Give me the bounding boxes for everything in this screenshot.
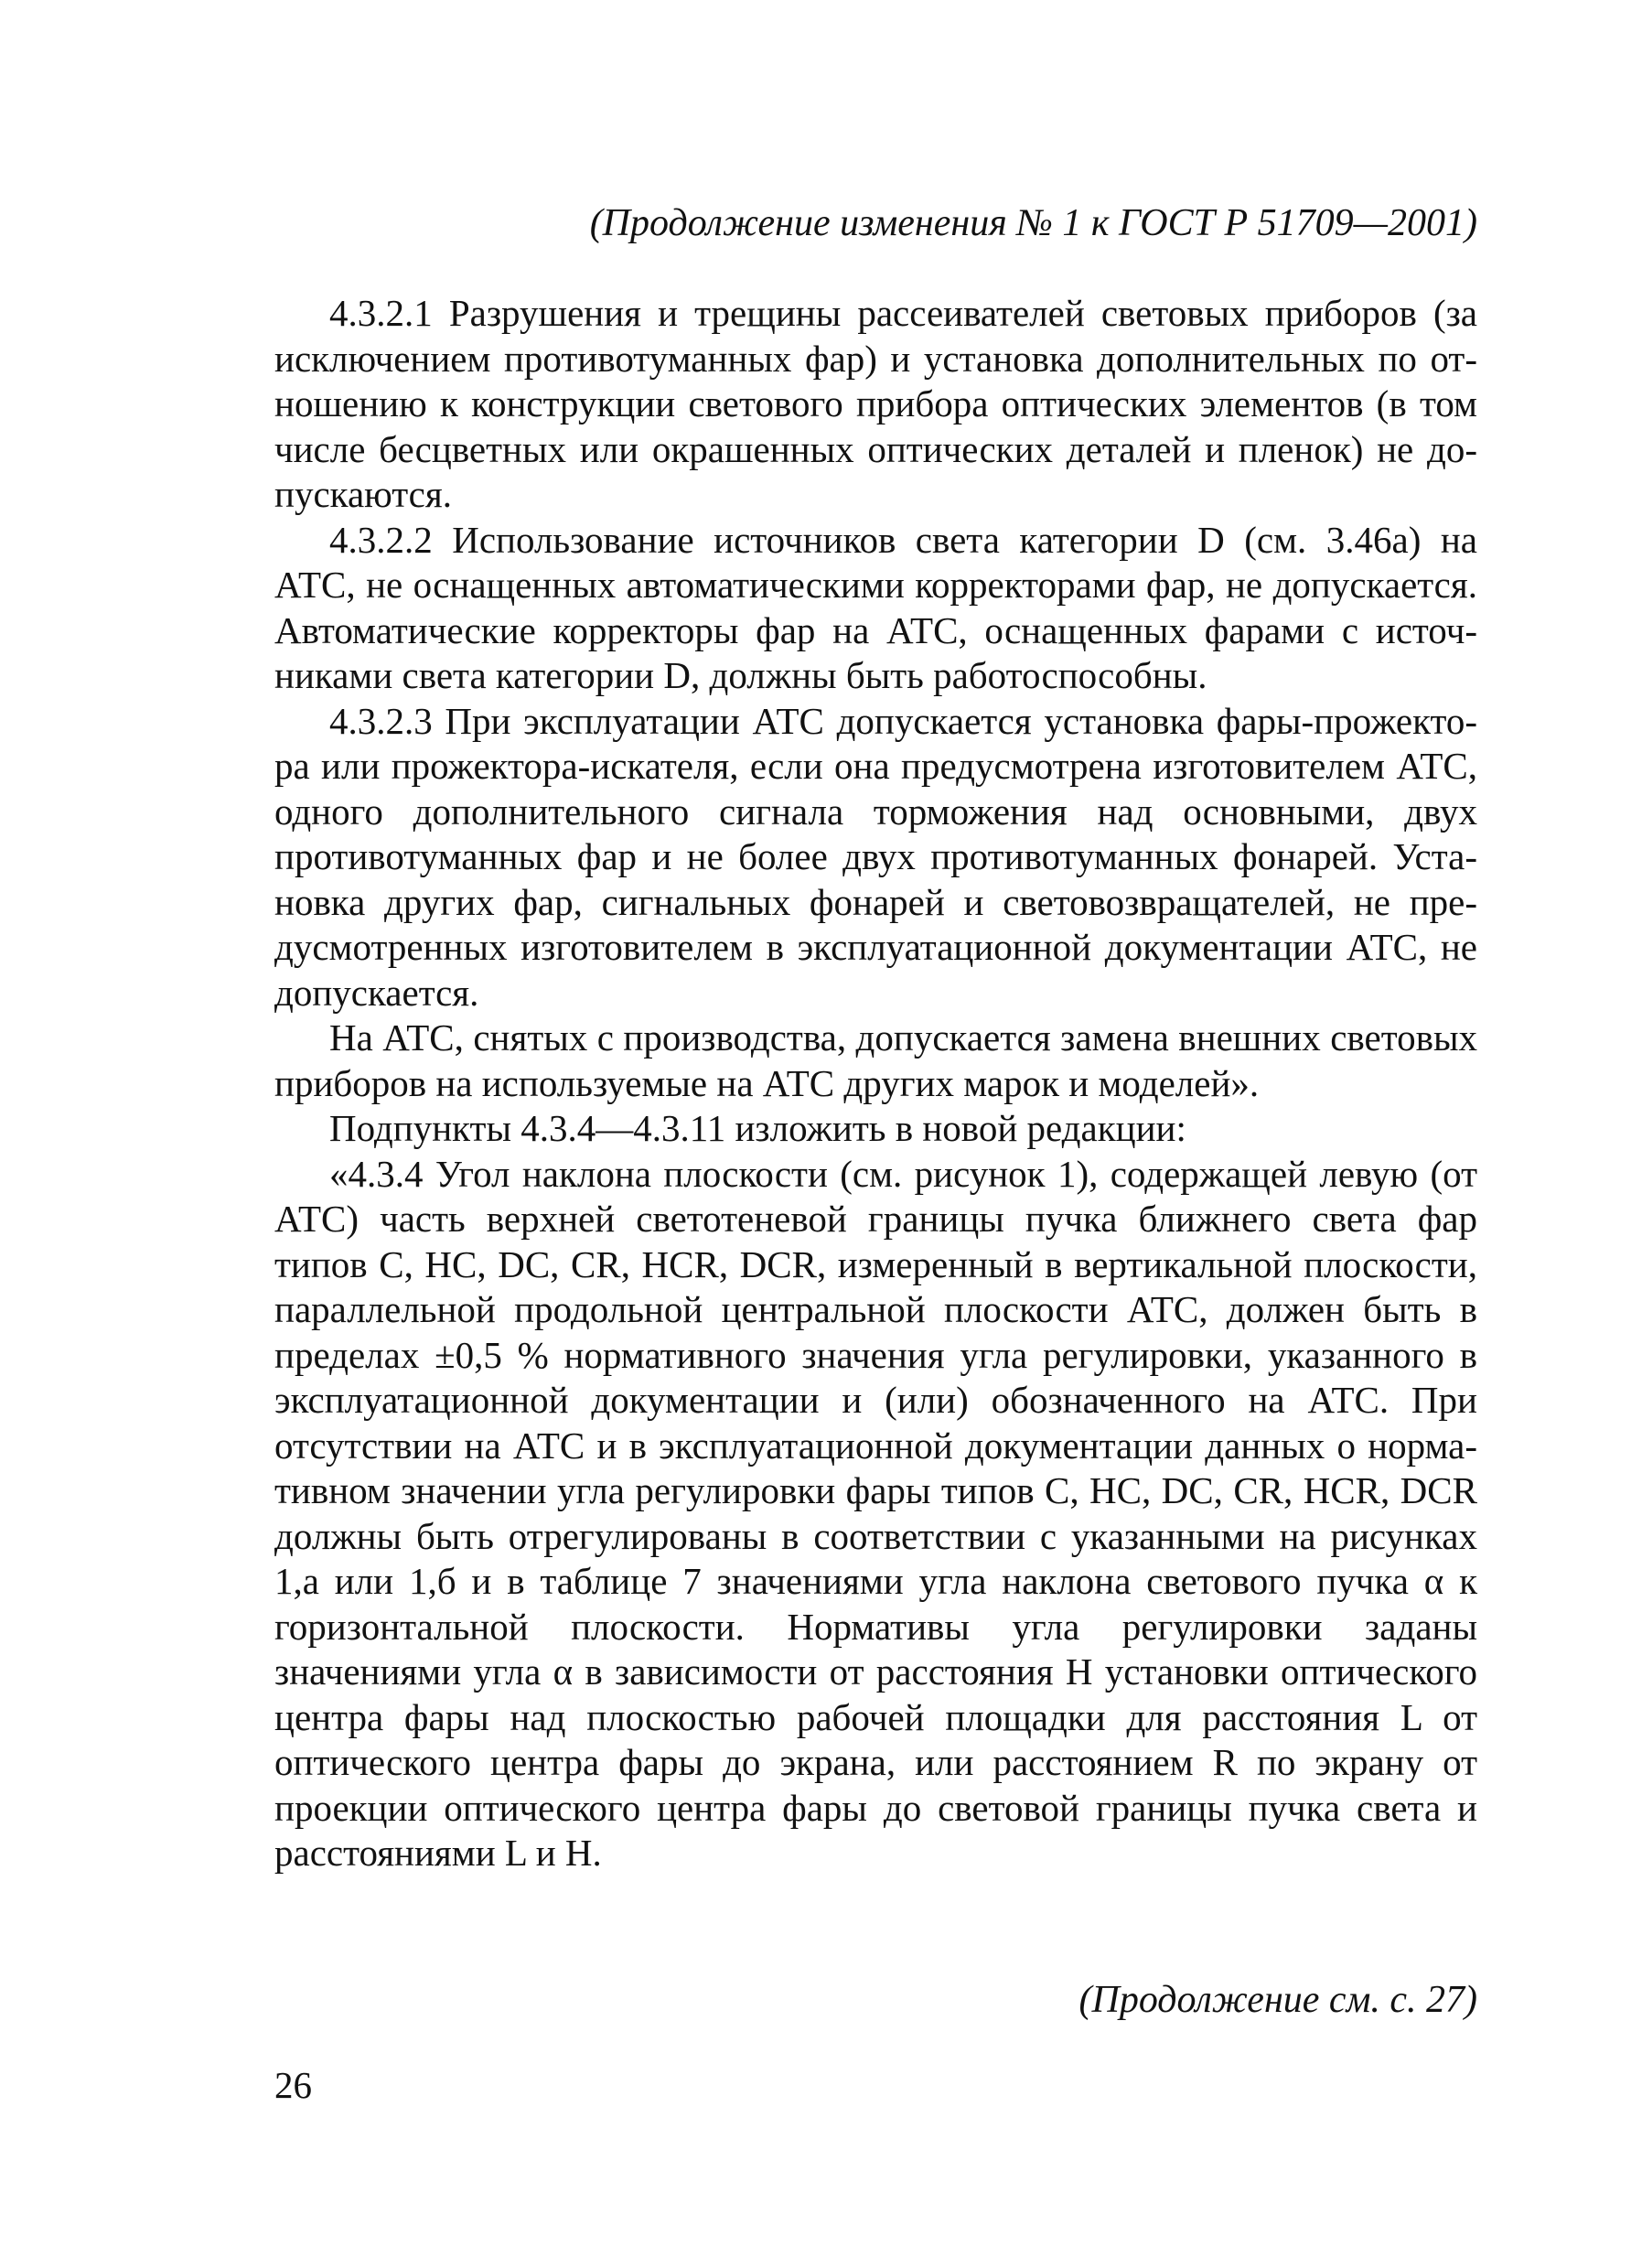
paragraph: 4.3.2.1 Разрушения и трещины рассеивателей световых приборов (за исключением противотуманных фар) и установка дополнительных по отношению к конструкции светового прибора оптических элементов (в том числе бесцветных или окрашенных оптических деталей и пленок) не допускаются. — [274, 292, 1477, 515]
page-number: 26 — [274, 2064, 312, 2106]
paragraph: «4.3.4 Угол наклона плоскости (см. рисунок 1), содержащей левую (от АТС) часть верхней светотеневой границы пучка ближнего света фар типов С, НС, DC, CR, HCR, DCR, измеренный в вертикальной плоскости, параллельной продольной центральной плоскости АТС, должен быть в пределах ±0,5 % нормативного значения угла регулировки, указанного в эксплуатационной документации и (или) обозначенного на АТС. При отсутствии на АТС и в эксплуатационной документации данных о нормативном значении угла регулировки фары типов С, НС, DC, CR, HCR, DCR должны быть отрегулированы в соответствии с указанными на рисунках 1,а или 1,б и в таблице 7 значениями угла наклона светового пучка α к горизонтальной плоскости. Нормативы угла регулировки заданы значениями угла α в зависимости от расстояния H установки оптического центра фары над плоскостью рабочей площадки для расстояния L от оптического центра фары до экрана, или расстоянием R по экрану от проекции оптического центра фары до световой границы пучка света и расстояниями L и H. — [274, 1152, 1477, 1874]
paragraph: 4.3.2.2 Использование источников света категории D (см. 3.46а) на АТС, не оснащенных автоматическими корректорами фар, не допускается. Автоматические корректоры фар на АТС, оснащенных фарами с источниками света категории D, должны быть работоспособны. — [274, 518, 1477, 696]
page-header: (Продолжение изменения № 1 к ГОСТ Р 51709—2001) — [589, 202, 1477, 244]
paragraph: Подпункты 4.3.4—4.3.11 изложить в новой редакции: — [329, 1107, 1186, 1149]
paragraph: 4.3.2.3 При эксплуатации АТС допускается установка фары-прожектора или прожектора-искателя, если она предусмотрена изготовителем АТС, одного дополнительного сигнала торможения над основными, двух противотуманных фар и не более двух противотуманных фонарей. Установка других фар, сигнальных фонарей и световозвращателей, не предусмотренных изготовителем в эксплуатационной документации АТС, не допускается. — [274, 699, 1477, 1014]
paragraph: На АТС, снятых с производства, допускается замена внешних световых приборов на используемые на АТС других марок и моделей». — [274, 1016, 1477, 1104]
continuation-note: (Продолжение см. с. 27) — [1078, 1979, 1477, 2021]
body-text — [274, 291, 1477, 1876]
